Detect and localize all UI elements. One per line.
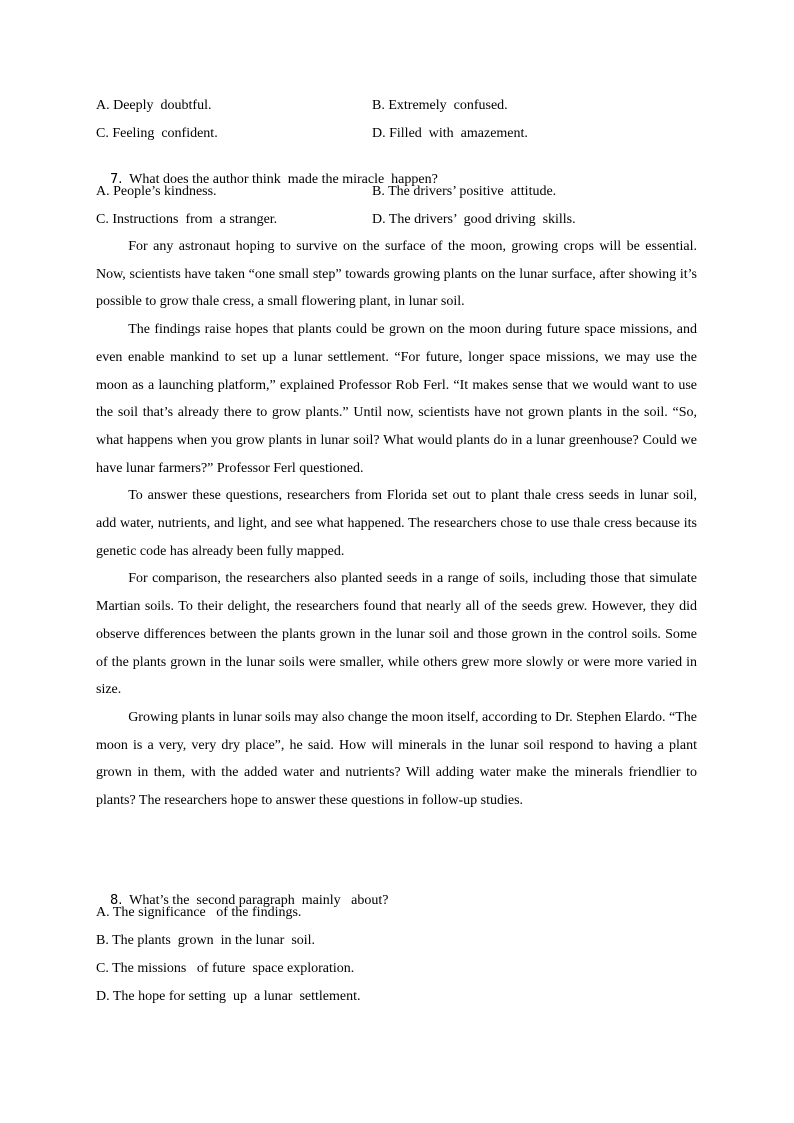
q8-number: 8. bbox=[110, 893, 123, 908]
q6-option-row bbox=[96, 97, 696, 115]
q6-option-a: A. Deeply doubtful. bbox=[96, 98, 212, 113]
passage-paragraph: The findings raise hopes that plants could be grown on the moon during future space missions, and even enable mankind to set up a lunar settlement. “For future, longer space missions, we may use the moon as a launching platform,” explained Professor Rob Ferl. “It makes sense that we would want to use the soil that’s already there to grow plants.” Until now, scientists have not grown plants in the soil. “So, what happens when you grow plants in lunar soil? What would plants do in a lunar greenhouse? Could we have lunar farmers?” Professor Ferl questioned. bbox=[96, 322, 697, 476]
passage-paragraph: To answer these questions, researchers from Florida set out to plant thale cress seeds in lunar soil, add water, nutrients, and light, and see what happened. The researchers chose to use thale cress because its genetic code has already been fully mapped. bbox=[96, 488, 697, 559]
passage-paragraph: For any astronaut hoping to survive on the surface of the moon, growing crops will be essential. Now, scientists have taken “one small step” towards growing plants on the lunar surface, after showing it’s possible to grow thale cress, a small flowering plant, in lunar soil. bbox=[96, 239, 697, 310]
q6-option-d: D. Filled with amazement. bbox=[372, 126, 528, 141]
q8-option-d: D. The hope for setting up a lunar settlement. bbox=[96, 989, 361, 1004]
q7-option-c: C. Instructions from a stranger. bbox=[96, 212, 278, 227]
q8-option-b: B. The plants grown in the lunar soil. bbox=[96, 933, 316, 948]
q6-option-c: C. Feeling confident. bbox=[96, 126, 218, 141]
q7-option-d: D. The drivers’ good driving skills. bbox=[372, 212, 576, 227]
q7-option-a: A. People’s kindness. bbox=[96, 184, 217, 199]
q8-option-a: A. The significance of the findings. bbox=[96, 905, 302, 920]
q8-stem: What’s the second paragraph mainly about? bbox=[122, 893, 389, 908]
passage-paragraph: For comparison, the researchers also planted seeds in a range of soils, including those that simulate Martian soils. To their delight, the researchers found that nearly all of the seeds grew. However, they did observe differences between the plants grown in the lunar soil and those grown in the control soils. Some of the plants grown in the lunar soils were smaller, while others grew more slowly or were more varied in size. bbox=[96, 571, 697, 698]
q7-option-row bbox=[96, 183, 696, 201]
reading-passage bbox=[96, 233, 697, 815]
q6-option-row bbox=[96, 125, 696, 143]
passage-paragraph: Growing plants in lunar soils may also change the moon itself, according to Dr. Stephen Elardo. “The moon is a very, very dry place”, he said. How will minerals in the lunar soil respond to having a plant grown in them, with the added water and nutrients? Will adding water make the minerals friendlier to plants? The researchers hope to answer these questions in follow-up studies. bbox=[96, 709, 697, 809]
q8-option-c: C. The missions of future space exploration. bbox=[96, 961, 355, 976]
q7-option-row bbox=[96, 211, 696, 229]
q6-option-b: B. Extremely confused. bbox=[372, 98, 508, 113]
q7-number: 7. bbox=[110, 172, 123, 187]
q7-stem: What does the author think made the miracle happen? bbox=[122, 172, 438, 187]
q7-option-b: B. The drivers’ positive attitude. bbox=[372, 184, 557, 199]
